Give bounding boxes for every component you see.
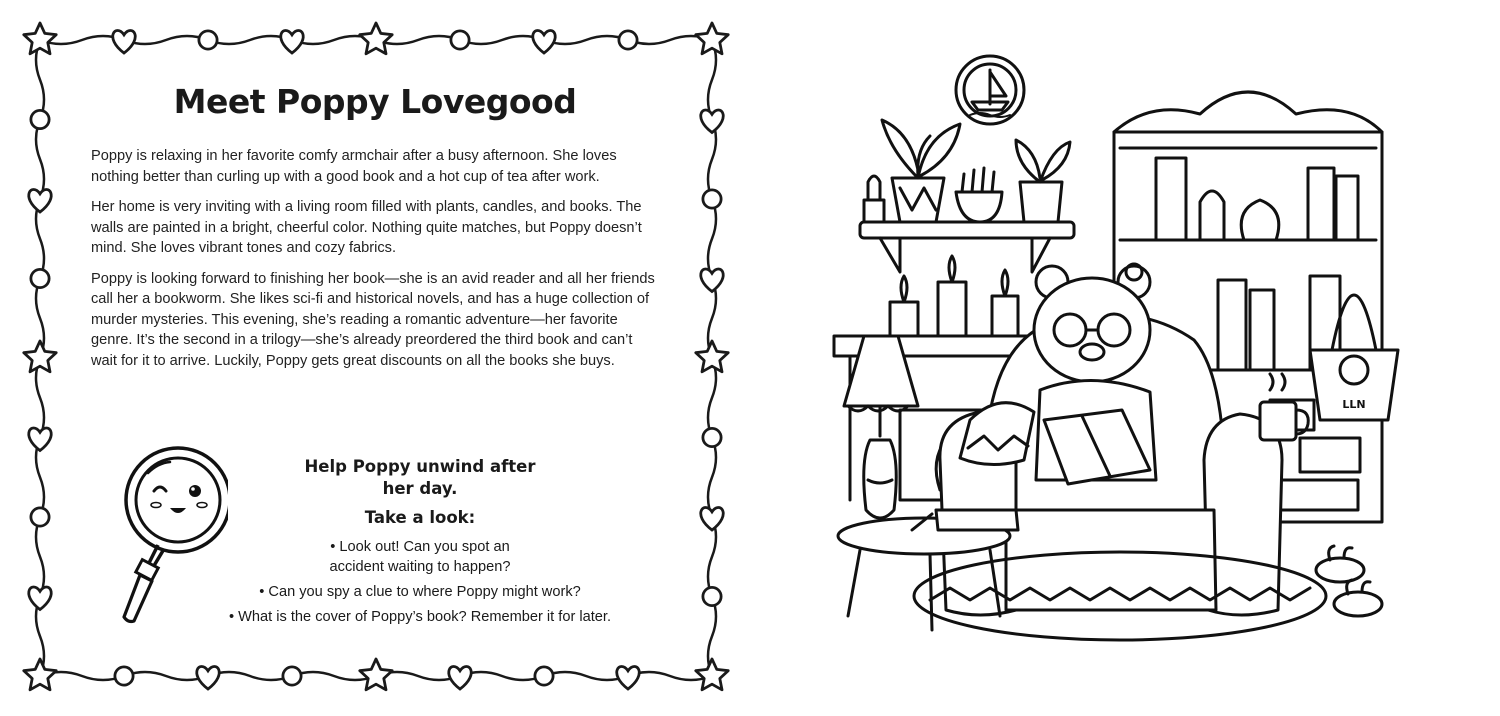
heart-icon [29,190,51,212]
story-paragraph-3: Poppy is looking forward to finishing her book—she is an avid reader and all her friends call her a bookworm. She likes sci-fi and historical novels, and has a huge collection of murder mysteries. This evening, she’s reading a romantic adventure—her favorite genre. It’s the second in a trilogy—she’s already preordered the third book and can’t wait for it to arrive. Luckily, Poppy gets great discounts on all the books she buys. [91,270,655,369]
star-icon [24,341,56,372]
potted-plant-icon [882,120,960,222]
heart-icon [701,269,723,291]
pillow [960,403,1034,465]
heart-icon [701,508,723,530]
circle-icon [619,31,637,49]
boat-picture-frame [956,56,1024,124]
heart-icon [617,667,639,689]
circle-icon [703,190,721,208]
activity-subheading: Take a look: [364,508,476,527]
activity-heading: Help Poppy unwind after her day. [304,457,536,498]
star-icon [696,23,728,54]
living-room-illustration [820,40,1480,680]
heart-icon [701,110,723,132]
circle-icon [31,269,49,287]
slippers-icon [1316,546,1382,616]
activity-item: • What is the cover of Poppy’s book? Remember it for later. [228,609,612,625]
heart-icon [197,667,219,689]
story-paragraph-2: Her home is very inviting with a living room filled with plants, candles, and books. The walls are painted in a bright, cheerful color. Nothing quite matches, but Poppy doesn’t mind. She loves vibrant tones and cozy fabrics. [91,199,642,256]
wall-shelf [860,222,1074,272]
star-icon [360,659,392,690]
circle-icon [703,428,721,446]
table-lamp-icon [844,336,918,518]
page-title: Meet Poppy Lovegood [173,82,577,121]
activity-item: • Can you spy a clue to where Poppy might work? [259,584,581,600]
circle-icon [31,110,49,128]
circle-icon [703,587,721,605]
activity-item: • Look out! Can you spot an accident waiting to happen? [329,539,511,575]
activity-box [180,456,660,632]
heart-icon [533,31,555,53]
succulent-bowl-icon [956,168,1002,222]
cactus-icon [864,176,884,222]
circle-icon [283,667,301,685]
circle-icon [451,31,469,49]
circle-icon [115,667,133,685]
circle-icon [31,508,49,526]
heart-icon [29,587,51,609]
candles [890,256,1018,336]
activity-list [180,537,660,627]
circle-icon [199,31,217,49]
star-icon [24,659,56,690]
story-paragraph-1: Poppy is relaxing in her favorite comfy armchair after a busy afternoon. She loves nothing better than curling up with a good book and a hot cup of tea after work. [91,148,617,185]
star-icon [696,341,728,372]
heart-icon [113,31,135,53]
star-icon [24,23,56,54]
circle-icon [535,667,553,685]
star-icon [696,659,728,690]
heart-icon [29,428,51,450]
heart-icon [281,31,303,53]
story-text [91,146,661,381]
tote-bag-label: LLN [1342,398,1366,411]
heart-icon [449,667,471,689]
star-icon [360,23,392,54]
tall-plant-pot-icon [1016,140,1070,222]
